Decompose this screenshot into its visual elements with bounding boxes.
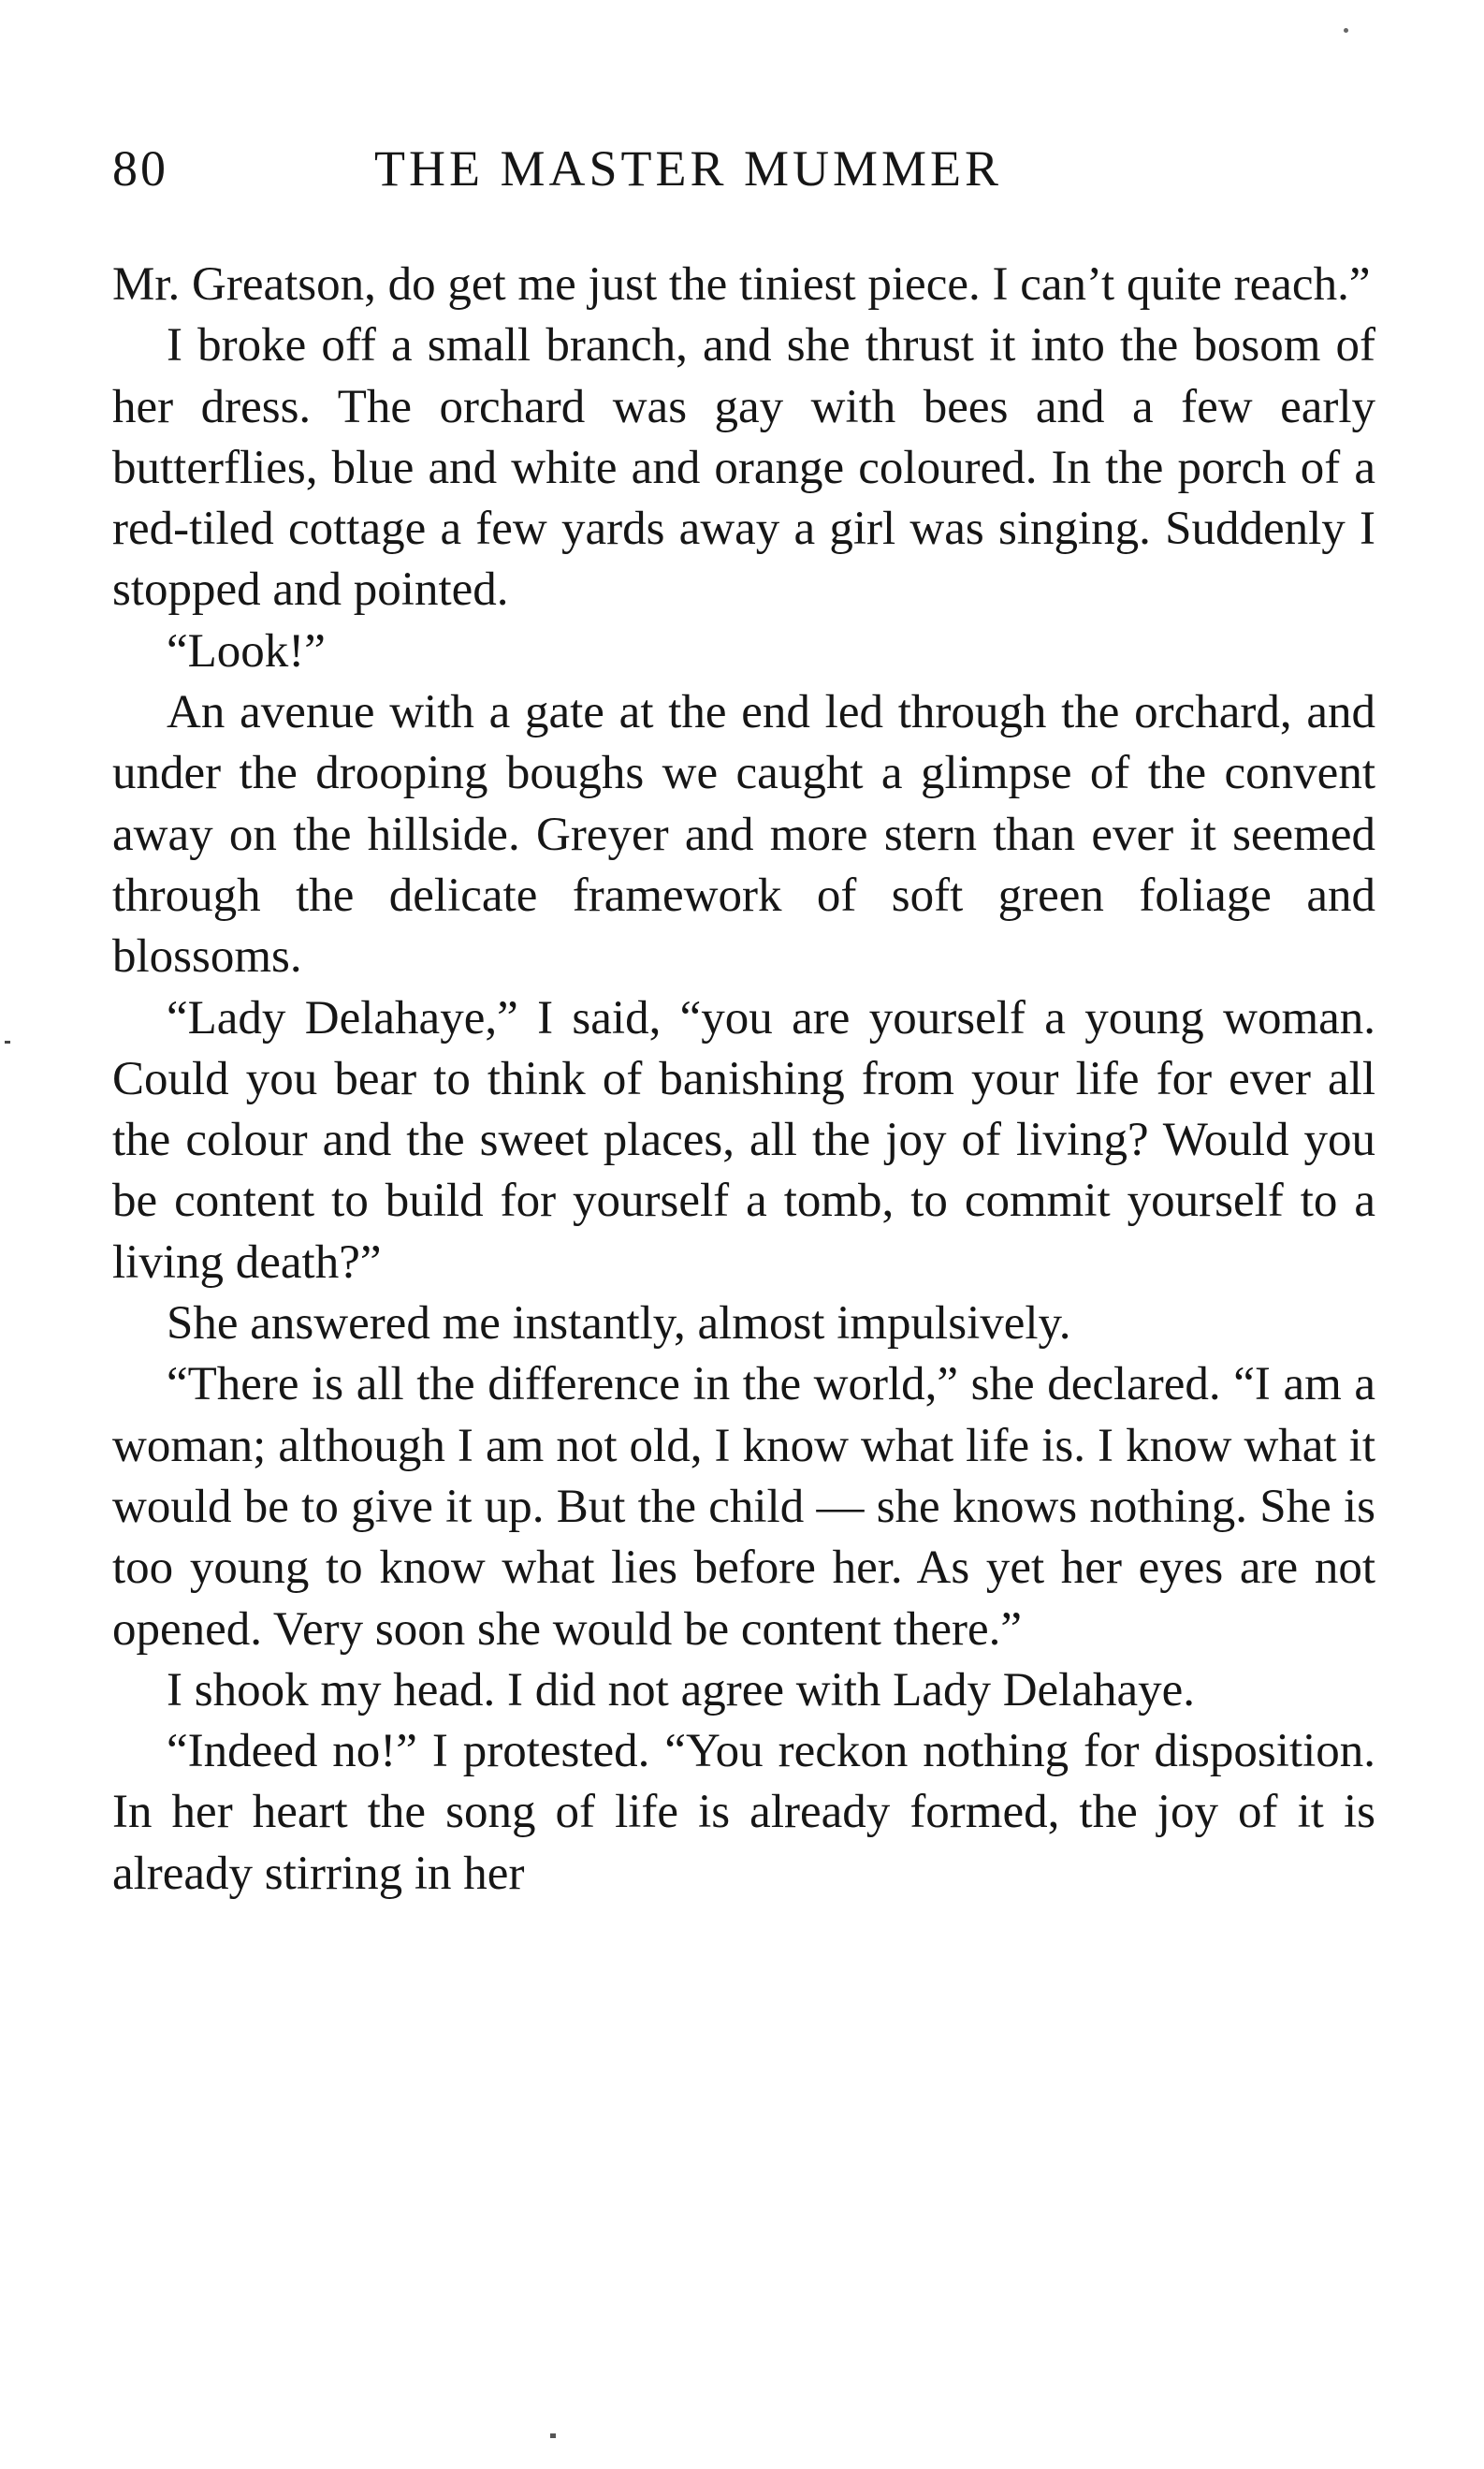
page-header <box>112 131 1375 206</box>
paragraph: An avenue with a gate at the end led through the orchard, and under the drooping boughs we caught a glimpse of the convent away on the hillside. Greyer and more stern than ever it seemed through the delicate framework of soft green foliage and blossoms. <box>112 686 1375 984</box>
paragraph: I shook my head. I did not agree with Lady Delahaye. <box>167 1663 1195 1717</box>
paragraph: “Lady Delahaye,” I said, “you are yourself a young woman. Could you bear to think of banishing from your life for ever all the colour and the sweet places, all the joy of living? Would you be content to build for yourself a tomb, to commit yourself to a living death?” <box>112 991 1375 1289</box>
paragraph: “Indeed no!” I protested. “You reckon nothing for disposition. In her heart the song of life is already formed, the joy of it is already stirring in her <box>112 1725 1375 1900</box>
margin-mark <box>5 1041 10 1044</box>
paragraph: “Look!” <box>167 624 326 678</box>
print-speck <box>1344 28 1348 33</box>
running-title: THE MASTER MUMMER <box>374 140 1003 197</box>
body-text <box>112 255 1375 1905</box>
paragraph: “There is all the difference in the world,” she declared. “I am a woman; although I am not old, I know what life is. I know what it would be to give it up. But the child — she knows nothing. She is too young to know what lies before her. As yet her eyes are not opened. Very soon she would be content there.” <box>112 1358 1375 1656</box>
paragraph: She answered me instantly, almost impulsively. <box>167 1297 1071 1351</box>
paragraph: I broke off a small branch, and she thrust it into the bosom of her dress. The orchard was gay with bees and a few early butterflies, blue and white and orange coloured. In the porch of a red-tiled cottage a few yards away a girl was singing. Suddenly I stopped and pointed. <box>112 319 1375 617</box>
page-number: 80 <box>112 140 168 197</box>
paragraph: Mr. Greatson, do get me just the tiniest piece. I can’t quite reach.” <box>112 258 1371 311</box>
print-speck <box>550 2433 556 2438</box>
